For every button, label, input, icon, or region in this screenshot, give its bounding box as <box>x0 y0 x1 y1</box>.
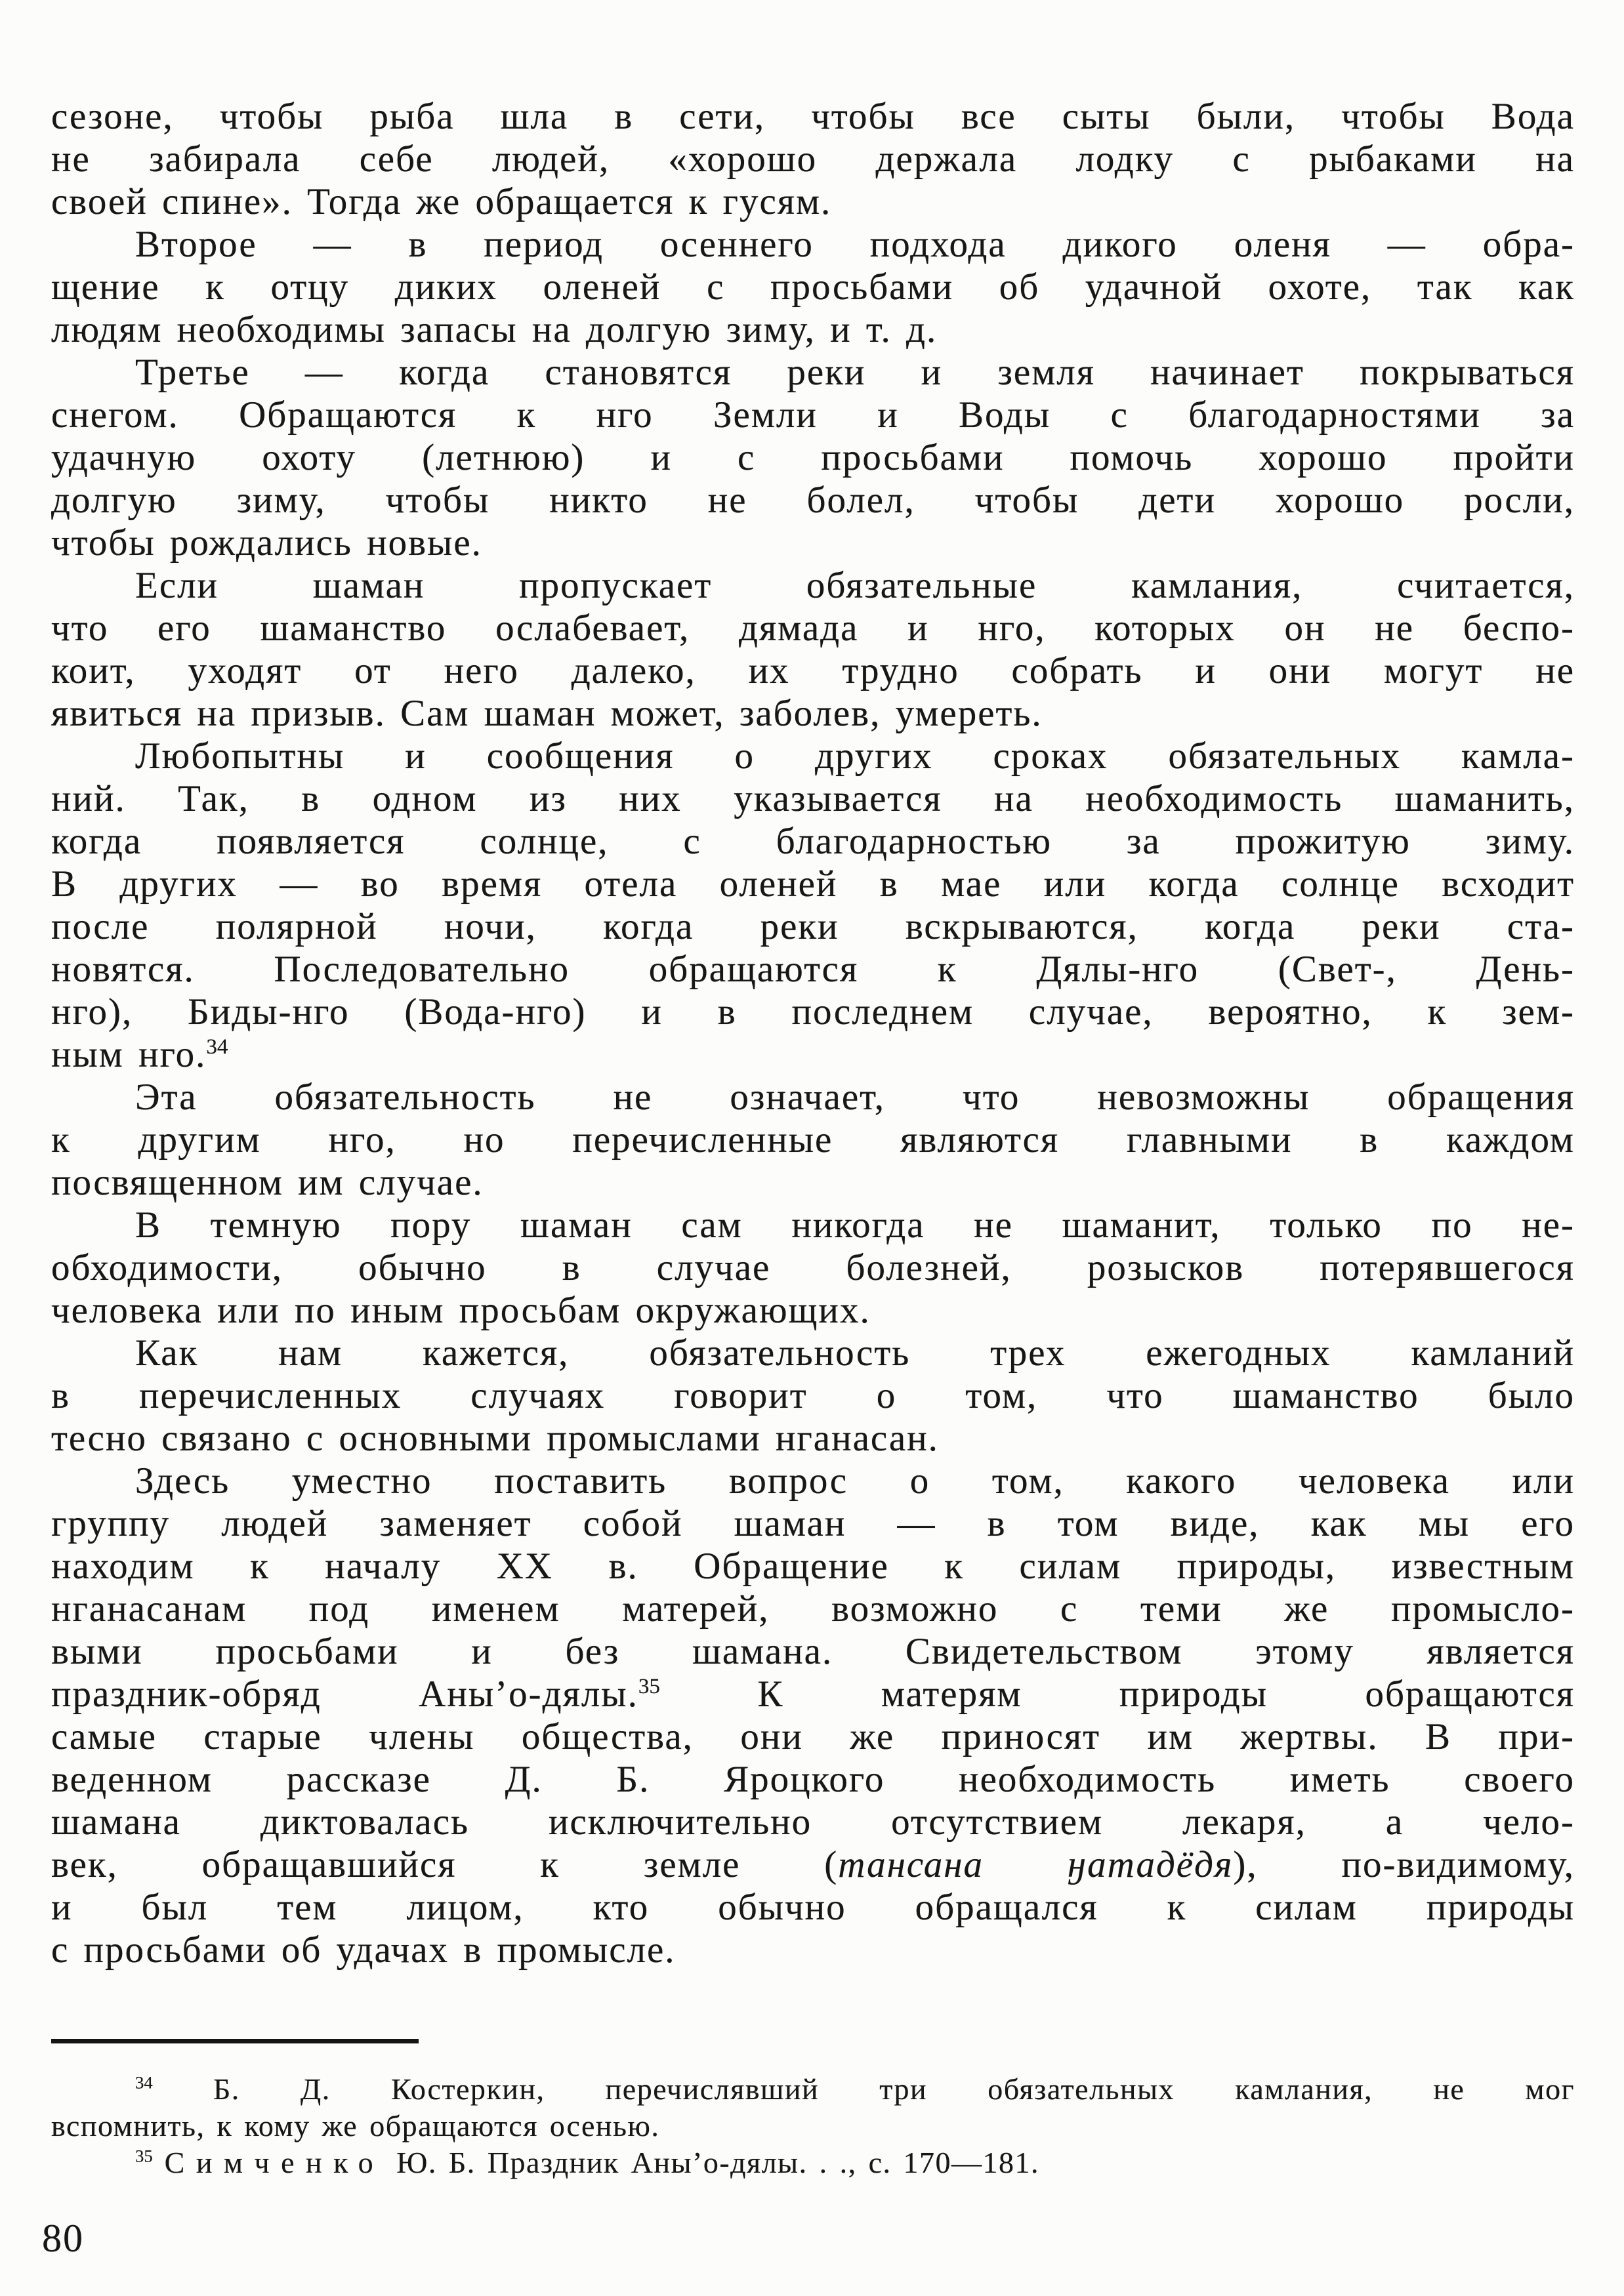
text-run: Любопытны и сообщения о других сроках обязательных камла- <box>135 735 1575 777</box>
text-run: В темную пору шаман сам никогда не шаманит, только по не- <box>135 1204 1575 1246</box>
text-run: когда появляется солнце, с благодарностью за прожитую зиму. <box>51 821 1575 862</box>
text-run: людям необходимы запасы на долгую зиму, и т. д. <box>51 309 938 350</box>
footnote-marker: 34 <box>206 1035 228 1059</box>
text-run: Здесь уместно поставить вопрос о том, какого человека или <box>135 1460 1575 1502</box>
text-run: ным нго. <box>51 1034 207 1075</box>
text-line <box>51 1118 1575 1161</box>
text-run: выми просьбами и без шамана. Свидетельством этому является <box>51 1631 1575 1672</box>
text-line <box>51 1929 1575 1971</box>
text-line <box>51 266 1575 308</box>
text-run: снегом. Обращаются к нго Земли и Воды с благодарностями за <box>51 394 1575 436</box>
text-run: К матерям природы обращаются <box>659 1673 1575 1715</box>
text-run: Если шаман пропускает обязательные камлания, считается, <box>135 565 1575 606</box>
text-run: находим к началу XX в. Обращение к силам природы, известным <box>51 1546 1575 1587</box>
text-run: нганасанам под именем матерей, возможно с теми же промысло- <box>51 1588 1575 1630</box>
text-line <box>51 564 1575 607</box>
text-line <box>51 1033 1575 1076</box>
text-run: своей спине». Тогда же обращается к гусям. <box>51 181 832 222</box>
text-run: Симченко <box>164 2146 385 2179</box>
text-run: век, обращавшийся к земле ( <box>51 1844 839 1885</box>
footnote-marker: 35 <box>638 1675 660 1698</box>
text-run: новятся. Последовательно обращаются к Дялы-нго (Свет-, День- <box>51 949 1575 990</box>
text-run: ), по-видимому, <box>1233 1844 1575 1885</box>
text-run: Ю. Б. Праздник Аны’о-дялы. . ., с. 170—181. <box>385 2146 1039 2179</box>
text-line <box>51 607 1575 649</box>
text-run: после полярной ночи, когда реки вскрываются, когда реки ста- <box>51 906 1575 947</box>
text-run: веденном рассказе Д. Б. Яроцкого необходимость иметь своего <box>51 1759 1575 1800</box>
text-line <box>51 692 1575 735</box>
text-line <box>51 522 1575 564</box>
text-run: Третье — когда становятся реки и земля начинает покрываться <box>135 352 1575 393</box>
text-line <box>51 1076 1575 1118</box>
text-run: праздник-обряд Аны’о-дялы. <box>51 1673 638 1715</box>
text-line <box>51 1630 1575 1673</box>
text-line <box>51 1332 1575 1374</box>
text-line <box>51 1204 1575 1246</box>
text-line <box>51 1246 1575 1289</box>
main-text-block <box>51 95 1575 1971</box>
text-run: вспомнить, к кому же обращаются осенью. <box>51 2109 660 2142</box>
text-run: шамана диктовалась исключительно отсутствием лекаря, а чело- <box>51 1801 1575 1843</box>
text-run: в перечисленных случаях говорит о том, что шаманство было <box>51 1375 1575 1416</box>
footnotes-block <box>51 2039 1575 2181</box>
text-run: чтобы рождались новые. <box>51 522 482 564</box>
text-line <box>51 777 1575 820</box>
text-run: Эта обязательность не означает, что невозможны обращения <box>135 1076 1575 1118</box>
text-line <box>51 308 1575 351</box>
text-line <box>51 1758 1575 1801</box>
text-run: коит, уходят от него далеко, их трудно собрать и они могут не <box>51 650 1575 691</box>
text-line <box>51 1502 1575 1545</box>
text-line <box>51 2071 1575 2108</box>
text-run: В других — во время отела оленей в мае или когда солнце всходит <box>51 863 1575 905</box>
text-run: с просьбами об удачах в промысле. <box>51 1929 676 1971</box>
text-line <box>51 863 1575 905</box>
text-run: сезоне, чтобы рыба шла в сети, чтобы все сыты были, чтобы Вода <box>51 96 1575 137</box>
text-line <box>51 138 1575 180</box>
text-line <box>51 905 1575 948</box>
text-run: явиться на призыв. Сам шаман может, заболев, умереть. <box>51 693 1043 734</box>
text-line <box>51 948 1575 991</box>
footnote-marker: 35 <box>135 2146 153 2166</box>
text-run: группу людей заменяет собой шаман — в том виде, как мы его <box>51 1503 1575 1544</box>
text-line <box>51 1886 1575 1929</box>
text-run: ний. Так, в одном из них указывается на необходимость шаманить, <box>51 778 1575 819</box>
text-run: Как нам кажется, обязательность трех ежегодных камланий <box>135 1332 1575 1374</box>
text-run: нго), Биды-нго (Вода-нго) и в последнем случае, вероятно, к зем- <box>51 991 1575 1033</box>
text-run: удачную охоту (летнюю) и с просьбами помочь хорошо пройти <box>51 437 1575 478</box>
text-line <box>51 991 1575 1033</box>
text-line <box>51 1460 1575 1502</box>
text-run: посвященном им случае. <box>51 1162 484 1203</box>
text-run <box>153 2146 165 2179</box>
text-line <box>51 436 1575 479</box>
text-line <box>51 180 1575 223</box>
text-line <box>51 735 1575 777</box>
text-run: что его шаманство ослабевает, дямада и нго, которых он не беспо- <box>51 607 1575 649</box>
text-run: самые старые члены общества, они же приносят им жертвы. В при- <box>51 1716 1575 1757</box>
text-run: Второе — в период осеннего подхода дикого оленя — обра- <box>135 224 1575 265</box>
text-run: человека или по иным просьбам окружающих. <box>51 1290 871 1331</box>
text-line <box>51 2108 1575 2144</box>
text-line <box>51 1161 1575 1204</box>
text-line <box>51 820 1575 863</box>
text-line <box>51 1417 1575 1460</box>
text-line <box>51 1715 1575 1758</box>
text-line <box>51 1289 1575 1332</box>
text-line <box>51 223 1575 266</box>
page-number: 80 <box>42 2217 84 2260</box>
text-run: долгую зиму, чтобы никто не болел, чтобы дети хорошо росли, <box>51 480 1575 521</box>
text-run: обходимости, обычно в случае болезней, розысков потерявшегося <box>51 1247 1575 1288</box>
text-line <box>51 2144 1575 2181</box>
footnote-lines <box>51 2071 1575 2181</box>
text-line <box>51 1801 1575 1843</box>
text-line <box>51 1843 1575 1886</box>
text-line <box>51 1588 1575 1630</box>
text-line <box>51 479 1575 522</box>
text-line <box>51 95 1575 138</box>
text-line <box>51 1673 1575 1715</box>
text-run: щение к отцу диких оленей с просьбами об удачной охоте, так как <box>51 266 1575 308</box>
text-run: Б. Д. Костеркин, перечислявший три обязательных камлания, не мог <box>152 2072 1575 2106</box>
footnote-separator-rule <box>51 2039 419 2043</box>
text-run: и был тем лицом, кто обычно обращался к силам природы <box>51 1887 1575 1928</box>
footnote-marker: 34 <box>135 2072 153 2093</box>
text-line <box>51 351 1575 394</box>
text-line <box>51 1545 1575 1588</box>
text-line <box>51 1374 1575 1417</box>
text-line <box>51 649 1575 692</box>
text-run: тансана ӈатадёдя <box>838 1844 1234 1885</box>
text-run: тесно связано с основными промыслами нганасан. <box>51 1418 939 1459</box>
text-run: не забирала себе людей, «хорошо держала лодку с рыбаками на <box>51 138 1575 180</box>
text-run: к другим нго, но перечисленные являются главными в каждом <box>51 1119 1575 1160</box>
text-line <box>51 394 1575 436</box>
